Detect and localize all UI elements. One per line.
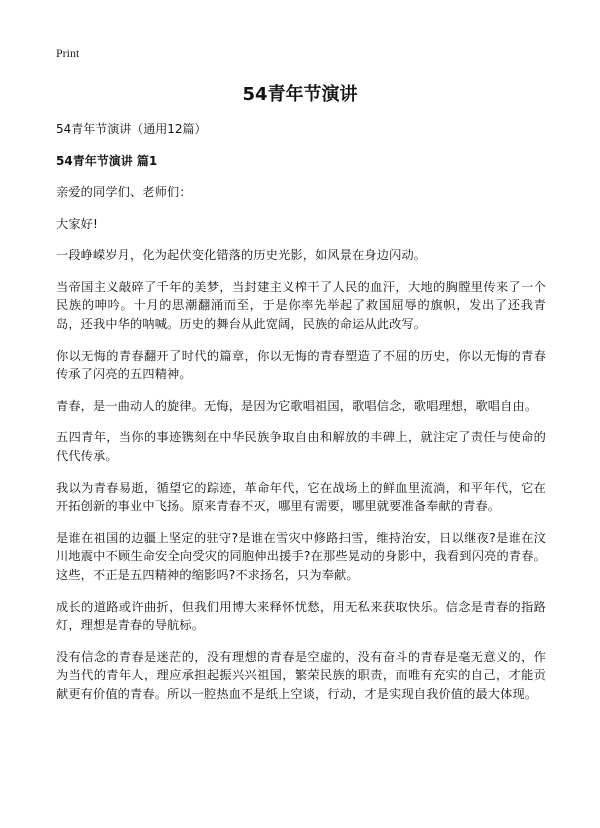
paragraph: 当帝国主义敲碎了千年的美梦，当封建主义榨干了人民的血汗，大地的胸膛里传来了一个民族的呻吟。十月的思潮翻涌而至，于是你率先举起了救国屈辱的旗帜，发出了还我青岛，还我中华的呐喊。历史的舞台从此宽阔，民族的命运从此改写。: [56, 279, 546, 331]
paragraph-greeting: 亲爱的同学们、老师们：: [56, 185, 192, 199]
paragraph: 成长的道路或许曲折，但我们用博大来释怀忧愁，用无私来获取快乐。信念是青春的指路灯，理想是青春的导航标。: [56, 599, 546, 633]
document-body: [56, 120, 546, 716]
paragraph: 你以无悔的青春翻开了时代的篇章，你以无悔的青春塑造了不屈的历史，你以无悔的青春传承了闪亮的五四精神。: [56, 348, 546, 382]
paragraph: 是谁在祖国的边疆上坚定的驻守?是谁在雪灾中修路扫雪，维持治安，日以继夜?是谁在汶川地震中不顾生命安全向受灾的同胞伸出援手?在那些晃动的身影中，我看到闪亮的青春。这些，不正是五四精神的缩影吗?不求扬名，只为奉献。: [56, 530, 546, 582]
page-title: 54青年节演讲: [242, 84, 358, 105]
paragraph-hello: 大家好!: [56, 216, 99, 231]
paragraph: 五四青年，当你的事迹镌刻在中华民族争取自由和解放的丰碑上，就注定了责任与使命的代代传承。: [56, 430, 546, 463]
paragraph: 一段峥嵘岁月，化为起伏变化错落的历史光影，如风景在身边闪动。: [56, 248, 427, 263]
print-link[interactable]: Print: [56, 46, 80, 60]
document-subtitle: 54青年节演讲（通用12篇）: [56, 122, 207, 136]
paragraph: 没有信念的青春是迷茫的，没有理想的青春是空虚的，没有奋斗的青春是毫无意义的，作为当代的青年人，理应承担起振兴兴祖国，繁荣民族的职责，而唯有充实的自己，才能贡献更有价值的青春。所以一腔热血不是纸上空谈，行动，才是实现自我价值的最大体现。: [56, 649, 546, 701]
paragraph: 青春，是一曲动人的旋律。无悔，是因为它歌唱祖国，歌唱信念，歌唱理想，歌唱自由。: [56, 398, 538, 413]
paragraph: 我以为青春易逝，循望它的踪迹，革命年代，它在战场上的鲜血里流淌，和平年代，它在开拓创新的事业中飞扬。原来青春不灭，哪里有需要，哪里就要准备奉献的青春。: [56, 480, 546, 514]
section-heading: 54青年节演讲 篇1: [56, 154, 158, 168]
